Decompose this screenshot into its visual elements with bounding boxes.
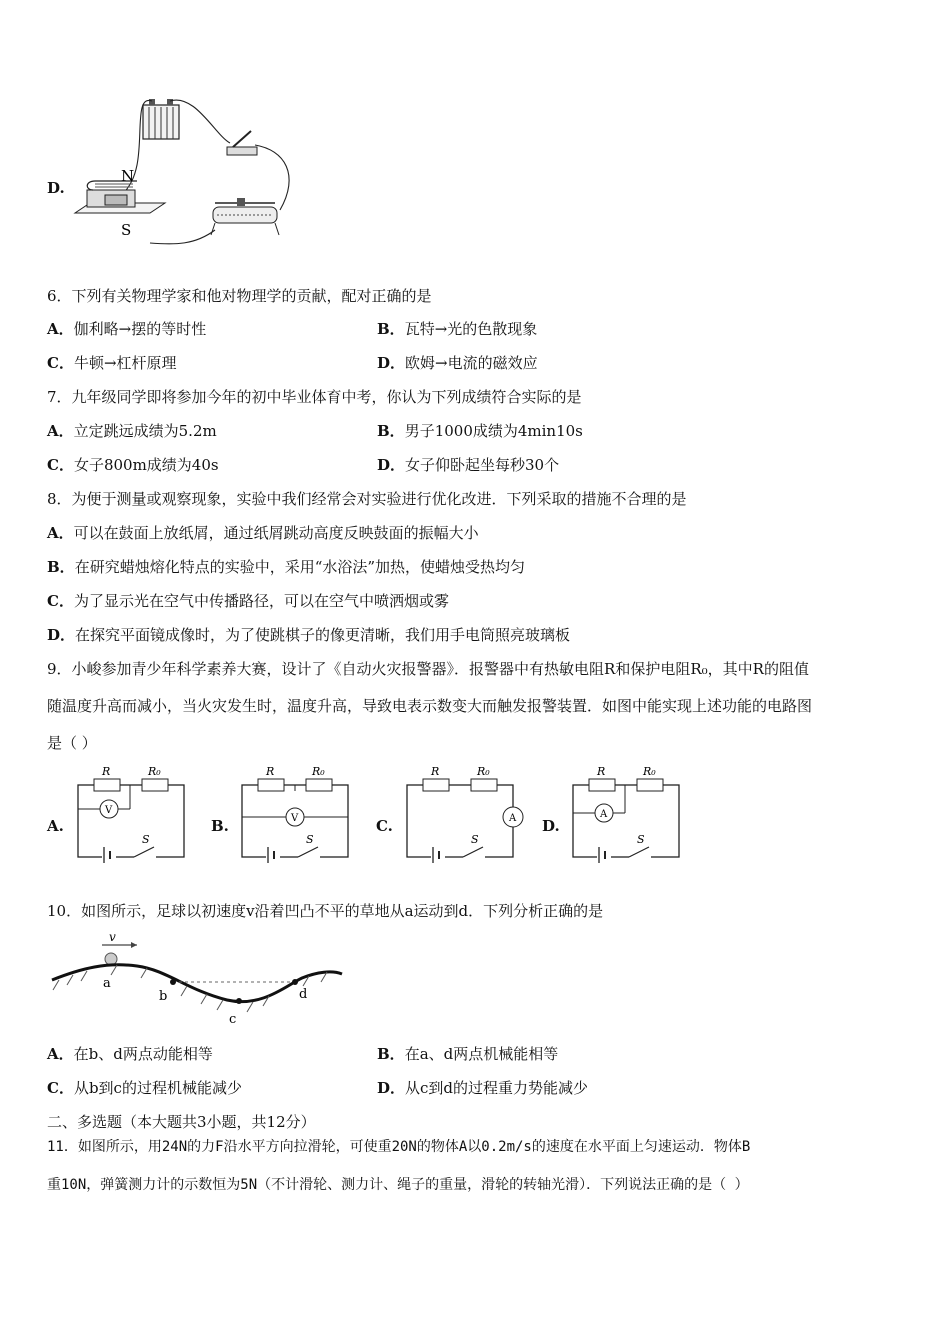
- q10-option-c[interactable]: [47, 1078, 242, 1098]
- option-label: C．: [47, 1079, 74, 1097]
- q6-option-c[interactable]: [47, 353, 177, 373]
- option-text: 可以在鼓面上放纸屑，通过纸屑跳动高度反映鼓面的振幅大小: [73, 524, 479, 542]
- option-label: B．: [377, 1045, 405, 1063]
- section-title: 二、多选题（本大题共3小题，共12分）: [47, 1113, 316, 1131]
- option-label: D．: [377, 354, 406, 372]
- option-label: C．: [47, 456, 74, 474]
- q7-stem: 7．九年级同学即将参加今年的初中毕业体育中考，你认为下列成绩符合实际的是: [47, 388, 582, 406]
- resistor-r: [589, 779, 615, 791]
- q8-option-a[interactable]: [47, 523, 479, 543]
- meter-label: A: [509, 813, 517, 824]
- option-label: B．: [47, 558, 75, 576]
- resistor-r: [258, 779, 284, 791]
- point-b-label: b: [159, 989, 168, 1004]
- option-text: 欧姆→电流的磁效应: [405, 354, 538, 372]
- option-text: 从b到c的过程机械能减少: [73, 1079, 242, 1097]
- q8-option-d[interactable]: [47, 625, 570, 645]
- resistor-r-label: R: [597, 765, 606, 778]
- q6-option-d[interactable]: [377, 353, 538, 373]
- option-label: D．: [47, 626, 76, 644]
- resistor-r0-label: R₀: [148, 765, 161, 778]
- option-text: 瓦特→光的色散现象: [404, 320, 538, 338]
- switch-label: S: [142, 833, 150, 846]
- resistor-r0: [306, 779, 332, 791]
- q9-option-c-label[interactable]: C.: [376, 817, 393, 835]
- option-text: 女子800m成绩为40s: [73, 456, 219, 474]
- q8-stem: 8．为便于测量或观察现象，实验中我们经常会对实验进行优化改进．下列采取的措施不合理的是: [47, 490, 687, 508]
- football-terrain-figure: [47, 930, 347, 1030]
- option-text: 在b、d两点动能相等: [73, 1045, 213, 1063]
- q7-option-c[interactable]: [47, 455, 219, 475]
- velocity-label: v: [109, 930, 116, 944]
- option-text: 为了显示光在空气中传播路径，可以在空气中喷洒烟或雾: [73, 592, 449, 610]
- switch-label: S: [637, 833, 645, 846]
- q6-option-b[interactable]: [377, 319, 537, 339]
- q9-stem-line3: 是（ ）: [47, 734, 97, 752]
- resistor-r-label: R: [266, 765, 275, 778]
- q9-option-d-label[interactable]: D.: [542, 817, 560, 835]
- option-label: C．: [47, 592, 74, 610]
- q6-stem: 6．下列有关物理学家和他对物理学的贡献，配对正确的是: [47, 287, 432, 305]
- q5-option-d-label: D.: [47, 179, 65, 197]
- q9-stem-line1: 9．小峻参加青少年科学素养大赛，设计了《自动火灾报警器》．报警器中有热敏电阻R和保护电阻R₀，其中R的阻值: [47, 660, 809, 678]
- q10-option-b[interactable]: [377, 1044, 558, 1064]
- resistor-r0: [142, 779, 168, 791]
- q7-option-b[interactable]: [377, 421, 583, 441]
- point-d-label: d: [299, 987, 308, 1002]
- resistor-r: [94, 779, 120, 791]
- switch-icon: [227, 131, 257, 155]
- q9-circuit-d[interactable]: [567, 765, 685, 863]
- option-text: 伽利略→摆的等时性: [73, 320, 207, 338]
- option-text: 在a、d两点机械能相等: [404, 1045, 559, 1063]
- option-text: 在研究蜡烛熔化特点的实验中，采用“水浴法”加热，使蜡烛受热均匀: [74, 558, 526, 576]
- meter-label: V: [291, 813, 299, 824]
- q9-option-b-label[interactable]: B.: [211, 817, 229, 835]
- q10-option-a[interactable]: [47, 1044, 213, 1064]
- switch-label: S: [471, 833, 479, 846]
- north-pole-label: N: [121, 167, 135, 185]
- electromagnet-circuit-figure: [65, 95, 305, 255]
- resistor-r: [423, 779, 449, 791]
- q7-option-a[interactable]: [47, 421, 217, 441]
- q7-option-d[interactable]: [377, 455, 559, 475]
- option-label: A．: [47, 422, 74, 440]
- option-label: D．: [377, 1079, 406, 1097]
- q11-stem-line1: 11．如图所示，用24N的力F沿水平方向拉滑轮，可使重20N的物体A以0.2m/s的速度在水平面上匀速运动．物体B: [47, 1139, 751, 1155]
- option-label: C．: [47, 354, 74, 372]
- resistor-r0-label: R₀: [477, 765, 490, 778]
- option-label: A．: [47, 1045, 74, 1063]
- option-label: D．: [377, 456, 406, 474]
- resistor-r0: [471, 779, 497, 791]
- electromagnet-icon: [75, 181, 165, 213]
- q8-option-c[interactable]: [47, 591, 449, 611]
- resistor-r-label: R: [431, 765, 440, 778]
- resistor-r0-label: R₀: [312, 765, 325, 778]
- resistor-r0-label: R₀: [643, 765, 656, 778]
- option-label: B．: [377, 422, 405, 440]
- meter-label: A: [600, 809, 608, 820]
- point-c-label: c: [229, 1012, 237, 1027]
- resistor-r0: [637, 779, 663, 791]
- q9-stem-line2: 随温度升高而减小，当火灾发生时，温度升高，导致电表示数变大而触发报警装置．如图中能实现上述功能的电路图: [47, 697, 813, 715]
- option-text: 男子1000成绩为4min10s: [404, 422, 583, 440]
- q10-option-d[interactable]: [377, 1078, 588, 1098]
- battery-icon: [143, 99, 179, 139]
- q9-circuit-b[interactable]: [236, 765, 354, 863]
- option-text: 女子仰卧起坐每秒30个: [405, 456, 560, 474]
- q11-stem-line2: 重10N，弹簧测力计的示数恒为5N（不计滑轮、测力计、绳子的重量，滑轮的转轴光滑）．下列说法正确的是（ ）: [47, 1177, 749, 1193]
- option-label: A．: [47, 524, 74, 542]
- q6-option-a[interactable]: [47, 319, 206, 339]
- rheostat-icon: [211, 198, 279, 235]
- south-pole-label: S: [121, 221, 132, 239]
- q9-circuit-a[interactable]: [72, 765, 190, 863]
- option-text: 在探究平面镜成像时，为了使跳棋子的像更清晰，我们用手电筒照亮玻璃板: [75, 626, 571, 644]
- q8-option-b[interactable]: [47, 557, 525, 577]
- switch-label: S: [306, 833, 314, 846]
- resistor-r-label: R: [102, 765, 111, 778]
- option-text: 立定跳远成绩为5.2m: [73, 422, 217, 440]
- option-text: 牛顿→杠杆原理: [73, 354, 177, 372]
- point-a-label: a: [103, 976, 111, 991]
- option-label: B．: [377, 320, 405, 338]
- meter-label: V: [105, 805, 113, 816]
- option-text: 从c到d的过程重力势能减少: [405, 1079, 589, 1097]
- option-label: A．: [47, 320, 74, 338]
- q10-stem: 10．如图所示，足球以初速度v沿着凹凸不平的草地从a运动到d．下列分析正确的是: [47, 902, 604, 920]
- football-icon: [105, 953, 117, 965]
- q9-circuit-c[interactable]: [401, 765, 529, 863]
- q9-option-a-label[interactable]: A.: [47, 817, 64, 835]
